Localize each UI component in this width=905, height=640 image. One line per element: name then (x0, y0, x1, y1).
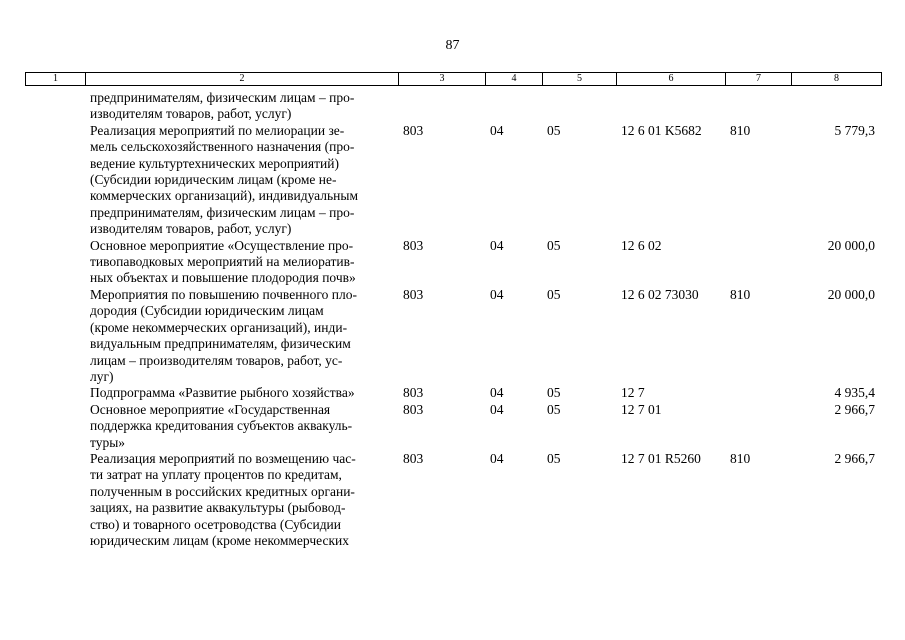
amount-cell: 2 966,7 (834, 450, 875, 466)
description-line: Мероприятия по повышению почвенного пло- (90, 286, 357, 302)
table-row (0, 123, 905, 238)
expense-type-cell: 810 (730, 122, 751, 138)
amount-cell: 4 935,4 (834, 385, 875, 401)
column-header-2: 2 (86, 73, 399, 86)
budget-rows (0, 90, 905, 549)
description-line: (кроме некоммерческих организаций), инди- (90, 319, 348, 335)
column-header-1: 1 (26, 73, 86, 86)
amount-cell: 5 779,3 (834, 122, 875, 138)
target-article-cell: 12 6 02 (621, 237, 662, 253)
table-row (0, 385, 905, 401)
expense-type-cell: 810 (730, 450, 751, 466)
amount-cell: 20 000,0 (827, 237, 875, 253)
section-code-cell: 04 (490, 450, 504, 466)
admin-code-cell: 803 (403, 401, 424, 417)
column-header-4: 4 (486, 73, 543, 86)
description-line: мель сельскохозяйственного назначения (про- (90, 139, 355, 155)
row-description (90, 90, 390, 123)
description-line: туры» (90, 434, 126, 450)
description-line: ти затрат на уплату процентов по кредитам, (90, 467, 342, 483)
subsection-code-cell: 05 (547, 286, 561, 302)
row-description (90, 123, 390, 238)
column-header-6: 6 (617, 73, 726, 86)
description-line: ведение культуртехнических мероприятий) (90, 155, 339, 171)
description-line: (Субсидии юридическим лицам (кроме не- (90, 172, 337, 188)
description-line: предпринимателям, физическим лицам – про- (90, 204, 355, 220)
subsection-code-cell: 05 (547, 237, 561, 253)
description-line: изводителям товаров, работ, услуг) (90, 221, 292, 237)
column-header-8: 8 (792, 73, 882, 86)
description-line: поддержка кредитования субъектов аквакуль- (90, 418, 353, 434)
description-line: тивопаводковых мероприятий на мелиоратив- (90, 254, 355, 270)
description-line: луг) (90, 368, 114, 384)
amount-cell: 2 966,7 (834, 401, 875, 417)
description-line: Основное мероприятие «Государственная (90, 401, 331, 417)
description-line: ство) и товарного осетроводства (Субсидии (90, 516, 342, 532)
row-description (90, 385, 390, 401)
table-row (0, 451, 905, 549)
description-line: дородия (Субсидии юридическим лицам (90, 303, 324, 319)
expense-type-cell: 810 (730, 286, 751, 302)
target-article-cell: 12 7 01 (621, 401, 662, 417)
amount-cell: 20 000,0 (827, 286, 875, 302)
description-line: Реализация мероприятий по мелиорации зе- (90, 122, 345, 138)
page-number: 87 (445, 38, 460, 53)
table-row (0, 287, 905, 385)
target-article-cell: 12 6 02 73030 (621, 286, 699, 302)
description-line: Основное мероприятие «Осуществление про- (90, 237, 354, 253)
admin-code-cell: 803 (403, 286, 424, 302)
admin-code-cell: 803 (403, 450, 424, 466)
table-row (0, 90, 905, 123)
row-description (90, 238, 390, 287)
description-line: лицам – производителям товаров, работ, ус- (90, 352, 343, 368)
description-line: Подпрограмма «Развитие рыбного хозяйства» (90, 385, 355, 401)
column-header-7: 7 (726, 73, 792, 86)
subsection-code-cell: 05 (547, 450, 561, 466)
admin-code-cell: 803 (403, 237, 424, 253)
description-line: юридическим лицам (кроме некоммерческих (90, 532, 349, 548)
admin-code-cell: 803 (403, 122, 424, 138)
table-row (0, 402, 905, 451)
description-line: изводителям товаров, работ, услуг) (90, 106, 292, 122)
target-article-cell: 12 7 01 R5260 (621, 450, 701, 466)
target-article-cell: 12 6 01 K5682 (621, 122, 702, 138)
description-line: ных объектах и повышение плодородия почв» (90, 270, 356, 286)
description-line: видуальным предпринимателям, физическим (90, 336, 351, 352)
description-line: зациях, на развитие аквакультуры (рыбовод- (90, 500, 346, 516)
section-code-cell: 04 (490, 385, 504, 401)
row-description (90, 287, 390, 385)
table-row (0, 238, 905, 287)
section-code-cell: 04 (490, 286, 504, 302)
subsection-code-cell: 05 (547, 122, 561, 138)
column-header-row (26, 73, 882, 86)
row-description (90, 402, 390, 451)
section-code-cell: 04 (490, 401, 504, 417)
subsection-code-cell: 05 (547, 385, 561, 401)
description-line: полученным в российских кредитных органи- (90, 483, 355, 499)
description-line: предпринимателям, физическим лицам – про- (90, 90, 355, 105)
column-header-3: 3 (399, 73, 486, 86)
section-code-cell: 04 (490, 237, 504, 253)
section-code-cell: 04 (490, 122, 504, 138)
admin-code-cell: 803 (403, 385, 424, 401)
description-line: Реализация мероприятий по возмещению час- (90, 450, 356, 466)
column-header-5: 5 (543, 73, 617, 86)
row-description (90, 451, 390, 549)
column-header-table (25, 72, 882, 86)
description-line: коммерческих организаций), индивидуальным (90, 188, 359, 204)
subsection-code-cell: 05 (547, 401, 561, 417)
target-article-cell: 12 7 (621, 385, 645, 401)
